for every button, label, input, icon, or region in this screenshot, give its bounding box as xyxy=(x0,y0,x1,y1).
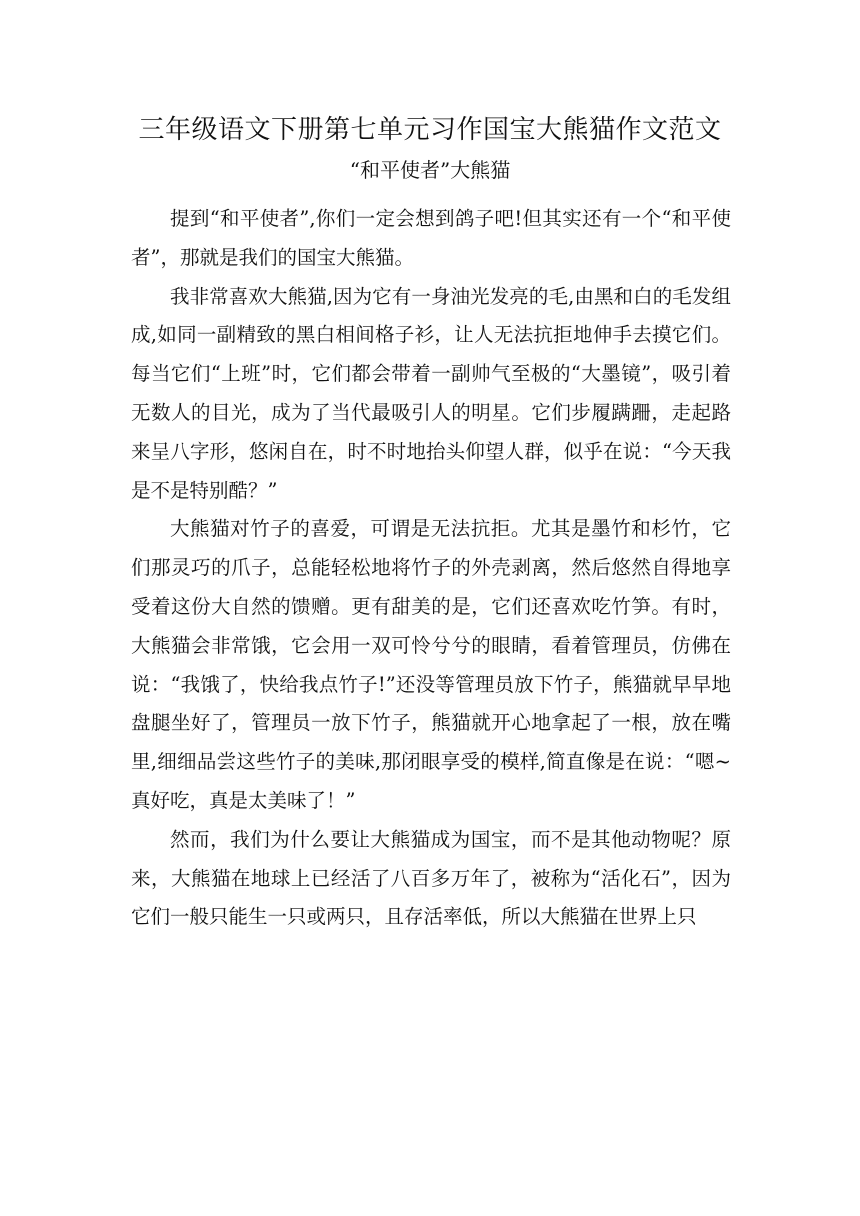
paragraph-4: 然而，我们为什么要让大熊猫成为国宝，而不是其他动物呢？原来，大熊猫在地球上已经活了八百多万年了，被称为“活化石”，因为它们一般只能生一只或两只，且存活率低，所以大熊猫在世界上只 xyxy=(131,827,731,929)
paragraph-2: 我非常喜欢大熊猫,因为它有一身油光发亮的毛,由黑和白的毛发组成,如同一副精致的黑白相间格子衫，让人无法抗拒地伸手去摸它们。每当它们“上班”时，它们都会带着一副帅气至极的“大墨镜”，吸引着无数人的目光，成为了当代最吸引人的明星。它们步履蹒跚，走起路来呈八字形，悠闲自在，时不时地抬头仰望人群，似乎在说：“今天我是不是特别酷？” xyxy=(131,284,731,502)
document-title: 三年级语文下册第七单元习作国宝大熊猫作文范文 xyxy=(138,115,722,145)
document-body xyxy=(131,200,731,937)
document-subtitle: “和平使者”大熊猫 xyxy=(349,158,511,182)
paragraph-3: 大熊猫对竹子的喜爱，可谓是无法抗拒。尤其是墨竹和杉竹，它们那灵巧的爪子，总能轻松地将竹子的外壳剥离，然后悠然自得地享受着这份大自然的馈赠。更有甜美的是，它们还喜欢吃竹笋。有时，大熊猫会非常饿，它会用一双可怜兮兮的眼睛，看着管理员，仿佛在说：“我饿了，快给我点竹子!”还没等管理员放下竹子，熊猫就早早地盘腿坐好了，管理员一放下竹子，熊猫就开心地拿起了一根，放在嘴里,细细品尝这些竹子的美味,那闭眼享受的模样,简直像是在说：“嗯~真好吃，真是太美味了！” xyxy=(131,517,731,812)
paragraph-1: 提到“和平使者”,你们一定会想到鸽子吧!但其实还有一个“和平使者”，那就是我们的国宝大熊猫。 xyxy=(131,207,731,269)
